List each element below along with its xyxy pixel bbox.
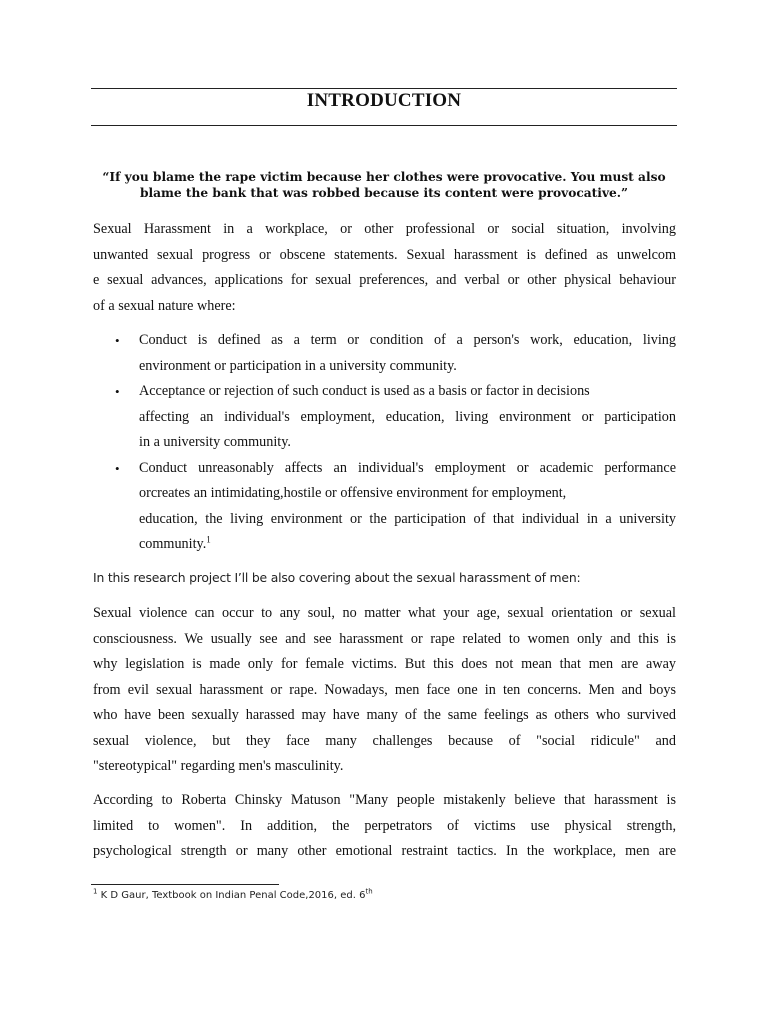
list-item — [93, 456, 676, 558]
text-line: e sexual advances, applications for sexual preferences, and verbal or other physical behaviour — [93, 272, 676, 288]
footnote-ref[interactable]: 1 — [206, 534, 211, 545]
text-line: According to Roberta Chinsky Matuson "Many people mistakenly believe that harassment is — [93, 792, 676, 808]
text-line: sexual violence, but they face many challenges because of "social ridicule" and — [93, 732, 676, 749]
list-item — [93, 379, 676, 456]
research-scope-line: In this research project I’ll be also covering about the sexual harassment of men: — [93, 570, 581, 585]
text-line: education, the living environment or the participation of that individual in a university — [139, 510, 676, 527]
bullet-icon: • — [115, 460, 120, 476]
paragraph-definition — [93, 217, 676, 319]
quote-line: “If you blame the rape victim because her clothes were provocative. You must also — [102, 170, 666, 184]
text-line: Conduct is defined as a term or condition of a person's work, education, living — [139, 332, 676, 348]
text-line: why legislation is made only for female victims. But this does not mean that men are away — [93, 656, 676, 672]
bullet-list — [93, 328, 676, 558]
paragraph-matuson — [93, 788, 676, 865]
list-item — [93, 328, 676, 379]
text-line: "stereotypical" regarding men's masculinity. — [93, 758, 344, 774]
text-line: from evil sexual harassment or rape. Nowadays, men face one in ten concerns. Men and boys — [93, 681, 676, 698]
text-line: unwanted sexual progress or obscene statements. Sexual harassment is defined as unwelcom — [93, 246, 676, 263]
bullet-icon: • — [115, 384, 120, 399]
text-line: environment or participation in a university community. — [139, 357, 457, 374]
epigraph-quote — [91, 170, 677, 201]
footnote — [93, 889, 676, 903]
text-line: of a sexual nature where: — [93, 297, 236, 314]
text-line: psychological strength or many other emotional restraint tactics. In the workplace, men are — [93, 843, 676, 859]
text-line: Conduct unreasonably affects an individual's employment or academic performance — [139, 459, 676, 476]
text-line: limited to women". In addition, the perpetrators of victims use physical strength, — [93, 817, 676, 834]
text-line: affecting an individual's employment, education, living environment or participation — [139, 408, 676, 425]
quote-line: blame the bank that was robbed because its content were provocative.” — [139, 185, 629, 200]
text-line: Sexual violence can occur to any soul, no matter what your age, sexual orientation or sexual — [93, 605, 676, 621]
text-line: Acceptance or rejection of such conduct is used as a basis or factor in decisions — [139, 383, 590, 399]
text-fragment: community. — [139, 536, 207, 552]
text-line: consciousness. We usually see and see harassment or rape related to women only and this is — [93, 630, 676, 647]
footnote-separator — [91, 884, 279, 885]
heading-bottom-rule — [91, 125, 677, 126]
text-line: in a university community. — [139, 434, 291, 450]
footnote-superscript: th — [365, 887, 373, 896]
text-line: orcreates an intimidating,hostile or offensive environment for employment, — [139, 485, 567, 501]
text-line: who have been sexually harassed may have many of the same feelings as others who survived — [93, 707, 676, 723]
bullet-icon: • — [115, 333, 120, 348]
page-title: INTRODUCTION — [306, 90, 462, 111]
text-line: Sexual Harassment in a workplace, or other professional or social situation, involving — [93, 221, 676, 237]
paragraph-men-harassment — [93, 601, 676, 780]
text-line — [139, 532, 676, 558]
footnote-number: 1 — [93, 887, 98, 896]
footnote-text: K D Gaur, Textbook on Indian Penal Code,2016, ed. 6 — [97, 890, 366, 901]
